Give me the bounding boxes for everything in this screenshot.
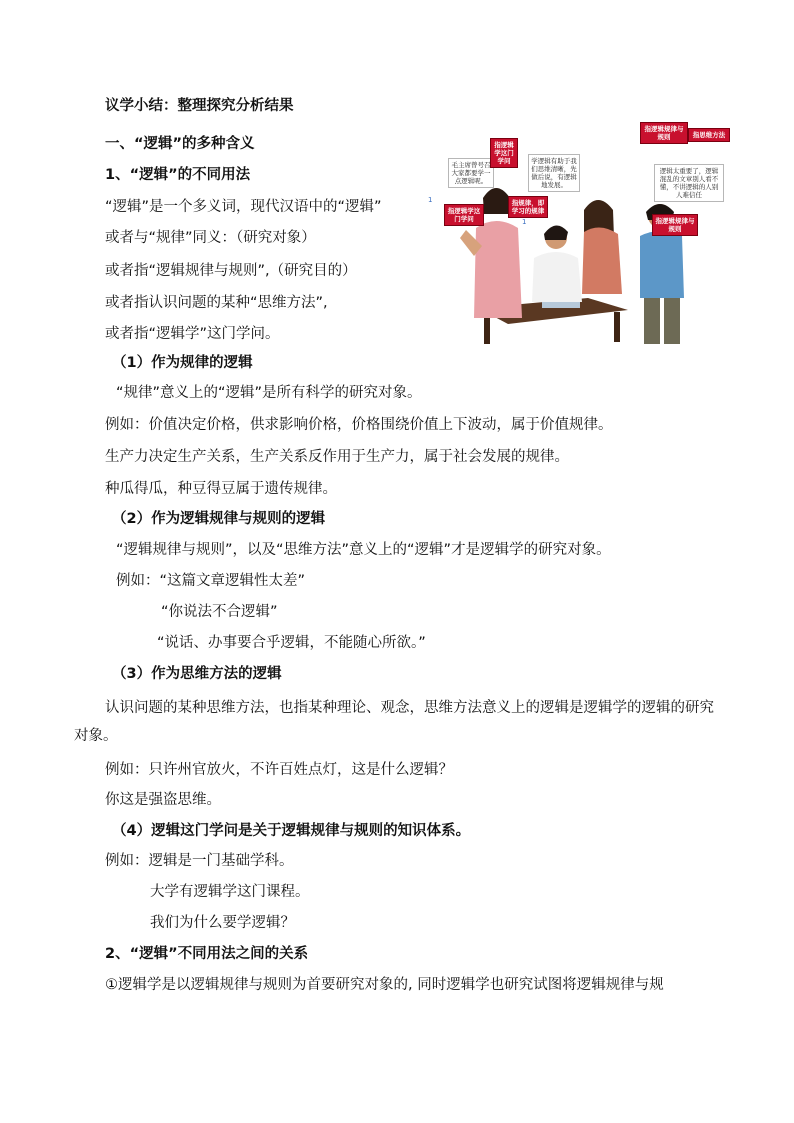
red-label: 指思维方法 (688, 128, 730, 142)
discussion-illustration (428, 118, 728, 344)
point-3-body: 认识问题的某种思维方法，也指某种理论、观念，思维方法意义上的逻辑是逻辑学的逻辑的研究对象。 (74, 700, 714, 744)
intro-line-3: 或者指“逻辑规律与规则”,（研究目的） (105, 263, 357, 279)
last-line: ①逻辑学是以逻辑规律与规则为首要研究对象的, 同时逻辑学也研究试图将逻辑规律与规 (105, 977, 664, 993)
intro-line-2: 或者与“规律”同义：（研究对象） (105, 230, 316, 246)
intro-line-4: 或者指认识问题的某种“思维方法”, (105, 295, 328, 311)
point-1-line: 生产力决定生产关系，生产关系反作用于生产力，属于社会发展的规律。 (105, 449, 569, 465)
point-1-title: （1）作为规律的逻辑 (112, 355, 253, 371)
point-4-line: 大学有逻辑学这门课程。 (150, 884, 310, 900)
point-3-title: （3）作为思维方法的逻辑 (112, 666, 282, 682)
point-2-title: （2）作为逻辑规律与规则的逻辑 (112, 511, 326, 527)
red-label: 指逻辑规律与规则 (640, 122, 688, 144)
speech-bubble: 学逻辑有助于我们思维清晰，先做后说，有逻辑地发展。 (528, 154, 580, 192)
red-label: 指规律，即学习的规律 (508, 196, 548, 218)
point-3-line: 例如：只许州官放火，不许百姓点灯，这是什么逻辑？ (105, 762, 453, 778)
speech-bubble: 毛主席曾号召大家都要学一点逻辑呢。 (448, 158, 494, 188)
point-2-line: “逻辑规律与规则”，以及“思维方法”意义上的“逻辑”才是逻辑学的研究对象。 (116, 542, 611, 558)
point-3-line: 你这是强盗思维。 (105, 792, 221, 808)
marker: 1 (522, 218, 527, 226)
point-1-line: 种瓜得瓜，种豆得豆属于遗传规律。 (105, 481, 337, 497)
red-label: 指逻辑学这门学问 (444, 204, 484, 226)
point-1-line: 例如：价值决定价格，供求影响价格，价格围绕价值上下波动，属于价值规律。 (105, 417, 613, 433)
point-4-line: 我们为什么要学逻辑？ (150, 915, 295, 931)
point-4-title: （4）逻辑这门学问是关于逻辑规律与规则的知识体系。 (112, 823, 471, 839)
intro-line-5: 或者指“逻辑学”这门学问。 (105, 326, 280, 342)
subsection-title: 1、“逻辑”的不同用法 (105, 167, 251, 183)
speech-bubble: 逻辑太重要了，逻辑混乱的文章别人看不懂，不讲逻辑的人别人难信任 (654, 164, 724, 202)
red-label: 指逻辑学这门学问 (490, 138, 518, 168)
red-label: 指逻辑规律与规则 (652, 214, 698, 236)
point-2-example: “你说法不合逻辑” (161, 604, 278, 620)
point-4-line: 例如：逻辑是一门基础学科。 (105, 853, 294, 869)
intro-line-1: “逻辑”是一个多义词，现代汉语中的“逻辑” (105, 199, 382, 215)
point-2-example: “说话、办事要合乎逻辑，不能随心所欲。” (157, 635, 426, 651)
subsection-2-title: 2、“逻辑”不同用法之间的关系 (105, 946, 309, 962)
summary-heading: 议学小结：整理探究分析结果 (105, 98, 294, 114)
point-1-line: “规律”意义上的“逻辑”是所有科学的研究对象。 (116, 385, 422, 401)
marker: 1 (428, 196, 433, 204)
point-2-example: 例如：“这篇文章逻辑性太差” (116, 573, 306, 589)
section-title: 一、“逻辑”的多种含义 (105, 136, 255, 152)
